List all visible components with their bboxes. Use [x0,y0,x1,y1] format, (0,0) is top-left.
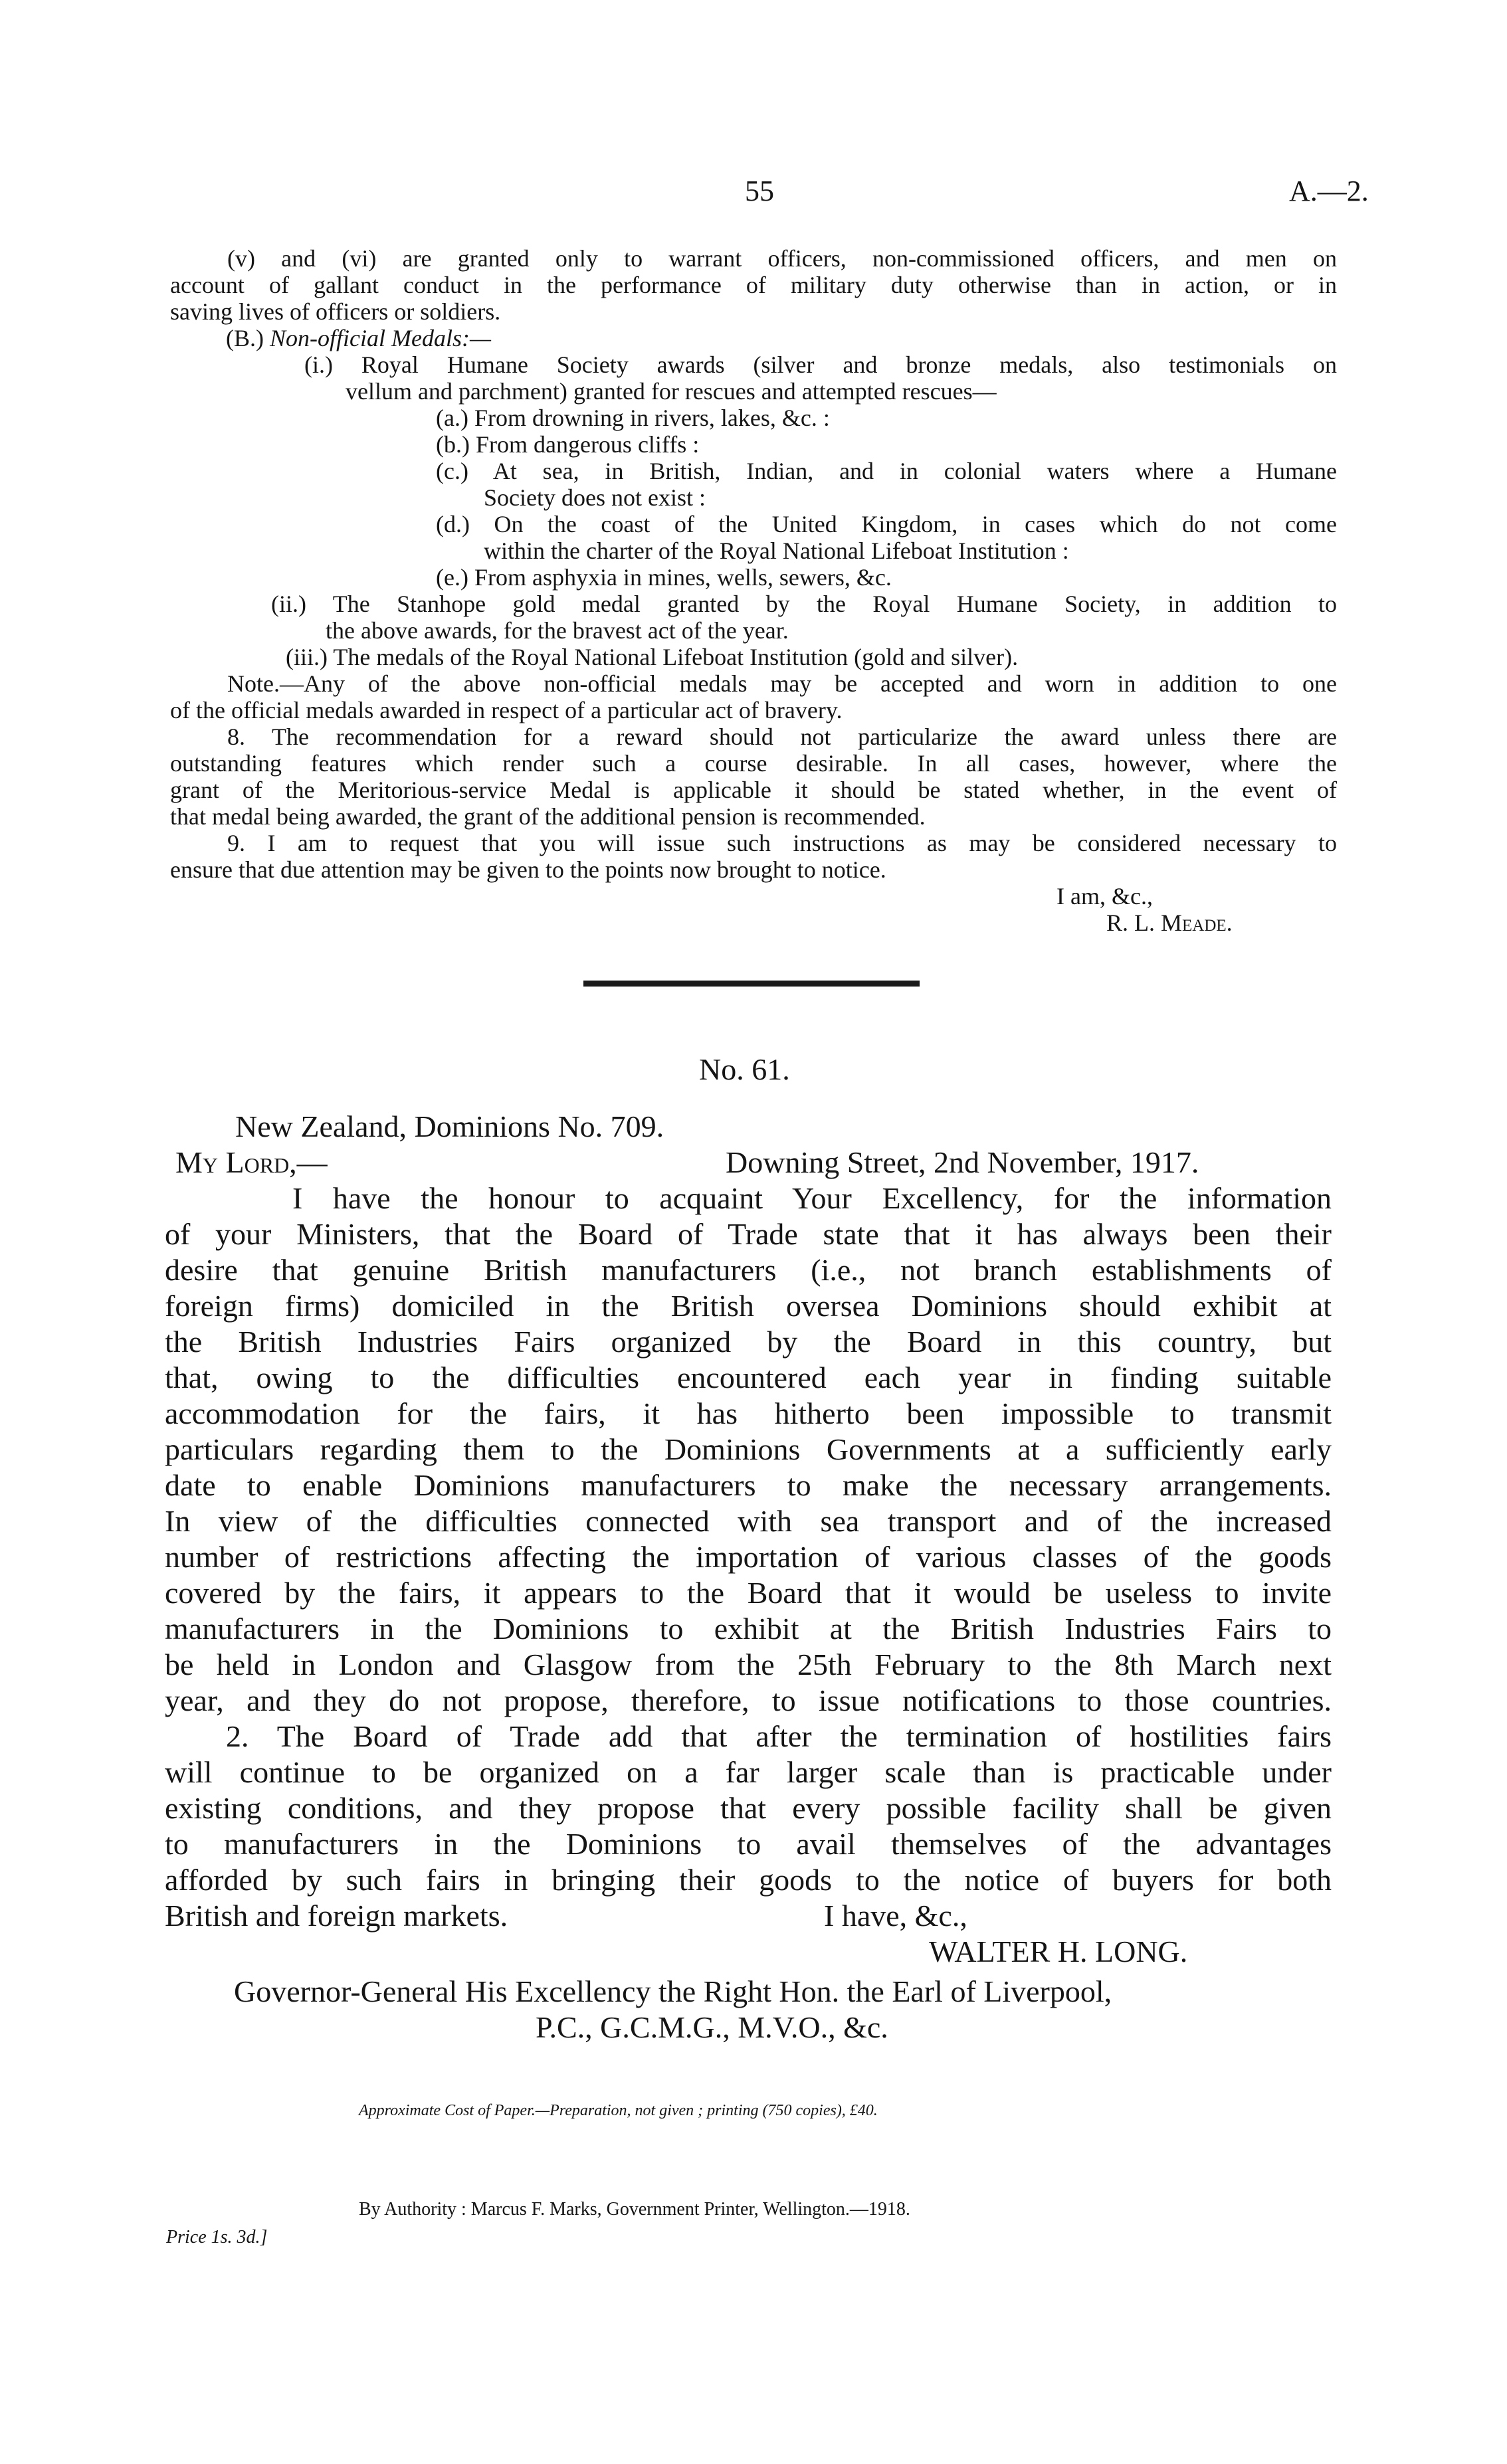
paragraph-line: date to enable Dominions manufacturers to make the necessary arrangements. [165,1468,1332,1502]
paragraph-line: foreign firms) domiciled in the British oversea Dominions should exhibit at [165,1289,1332,1323]
paragraph-line: afforded by such fairs in bringing their goods to the notice of buyers for both [165,1863,1332,1897]
paragraph-line: grant of the Meritorious-service Medal is applicable it should be stated whether, in the event of [170,777,1337,803]
paragraph-line: the British Industries Fairs organized by the Board in this country, but [165,1325,1332,1359]
addressee-line: Governor-General His Excellency the Right Hon. the Earl of Liverpool, [234,1974,1112,2008]
price: Price 1s. 3d.] [166,2227,268,2247]
signature: WALTER H. LONG. [929,1935,1188,1968]
section-heading-title: Non-official Medals:— [270,325,491,351]
page-number: 55 [745,175,774,207]
text-line: (v) and (vi) are granted only to warrant officers, non-commissioned officers, and men on [227,245,1337,272]
addressee-line: P.C., G.C.M.G., M.V.O., &c. [536,2010,888,2044]
list-item: (a.) From drowning in rivers, lakes, &c. : [436,405,830,431]
printer-authority: By Authority : Marcus F. Marks, Government Printer, Wellington.—1918. [359,2199,910,2220]
closing: I have, &c., [824,1899,967,1933]
paragraph-line: manufacturers in the Dominions to exhibit at the British Industries Fairs to [165,1612,1332,1646]
note-line: Note.—Any of the above non-official medals may be accepted and worn in addition to one [227,670,1337,697]
paragraph-line: desire that genuine British manufacturers (i.e., not branch establishments of [165,1253,1332,1287]
paragraph-line: of your Ministers, that the Board of Trade state that it has always been their [165,1217,1332,1251]
cost-of-paper: Approximate Cost of Paper.—Preparation, not given ; printing (750 copies), £40. [359,2102,878,2119]
list-item: (ii.) The Stanhope gold medal granted by the Royal Humane Society, in addition to [271,591,1337,617]
list-item: (b.) From dangerous cliffs : [436,431,700,458]
paragraph-line: be held in London and Glasgow from the 25th February to the 8th March next [165,1648,1332,1681]
list-item: (d.) On the coast of the United Kingdom, in cases which do not come [436,511,1337,537]
list-item: within the charter of the Royal National Lifeboat Institution : [484,537,1069,564]
list-item: vellum and parchment) granted for rescues and attempted rescues— [346,378,997,405]
paragraph-line: that, owing to the difficulties encountered each year in finding suitable [165,1361,1332,1394]
separator-rule [583,981,920,987]
list-item: (i.) Royal Humane Society awards (silver and bronze medals, also testimonials on [304,351,1337,378]
paragraph-line: outstanding features which render such a course desirable. In all cases, however, where the [170,750,1337,777]
paragraph-line: that medal being awarded, the grant of the additional pension is recommended. [170,803,926,830]
list-item: Society does not exist : [484,484,706,511]
signature: R. L. Meade. [1106,909,1233,936]
paragraph-line: accommodation for the fairs, it has hitherto been impossible to transmit [165,1396,1332,1430]
paragraph-line: 2. The Board of Trade add that after the termination of hostilities fairs [226,1719,1332,1753]
letter-number: No. 61. [699,1052,790,1086]
text-line: saving lives of officers or soldiers. [170,298,501,325]
paragraph-line: 8. The recommendation for a reward should not particularize the award unless there are [227,723,1337,750]
note-line: of the official medals awarded in respect of a particular act of bravery. [170,697,843,723]
paragraph-line: covered by the fairs, it appears to the Board that it would be useless to invite [165,1576,1332,1610]
closing: I am, &c., [1056,883,1153,909]
paragraph-line: I have the honour to acquaint Your Excellency, for the information [292,1181,1332,1215]
paragraph-line: British and foreign markets. [165,1899,508,1933]
paragraph-line: In view of the difficulties connected with sea transport and of the increased [165,1504,1332,1538]
paragraph-line: will continue to be organized on a far larger scale than is practicable under [165,1755,1332,1789]
paragraph-line: ensure that due attention may be given to the points now brought to notice. [170,856,886,883]
paragraph-line: number of restrictions affecting the importation of various classes of the goods [165,1540,1332,1574]
salutation: My Lord,— [175,1145,328,1179]
list-item: the above awards, for the bravest act of the year. [326,617,789,644]
paragraph-line: year, and they do not propose, therefore, to issue notifications to those countries. [165,1683,1332,1717]
document-reference: A.—2. [1289,175,1369,207]
paragraph-line: particulars regarding them to the Dominions Governments at a sufficiently early [165,1432,1332,1466]
list-item: (iii.) The medals of the Royal National Lifeboat Institution (gold and silver). [286,644,1019,670]
address-date: Downing Street, 2nd November, 1917. [726,1145,1199,1179]
letter-heading: New Zealand, Dominions No. 709. [235,1109,664,1143]
list-item: (c.) At sea, in British, Indian, and in colonial waters where a Humane [436,458,1337,484]
paragraph-line: to manufacturers in the Dominions to avail themselves of the advantages [165,1827,1332,1861]
paragraph-line: 9. I am to request that you will issue such instructions as may be considered necessary to [227,830,1337,856]
paragraph-line: existing conditions, and they propose that every possible facility shall be given [165,1791,1332,1825]
list-item: (e.) From asphyxia in mines, wells, sewers, &c. [436,564,892,591]
section-heading-number: (B.) [226,325,264,351]
text-line: account of gallant conduct in the performance of military duty otherwise than in action, or in [170,272,1337,298]
